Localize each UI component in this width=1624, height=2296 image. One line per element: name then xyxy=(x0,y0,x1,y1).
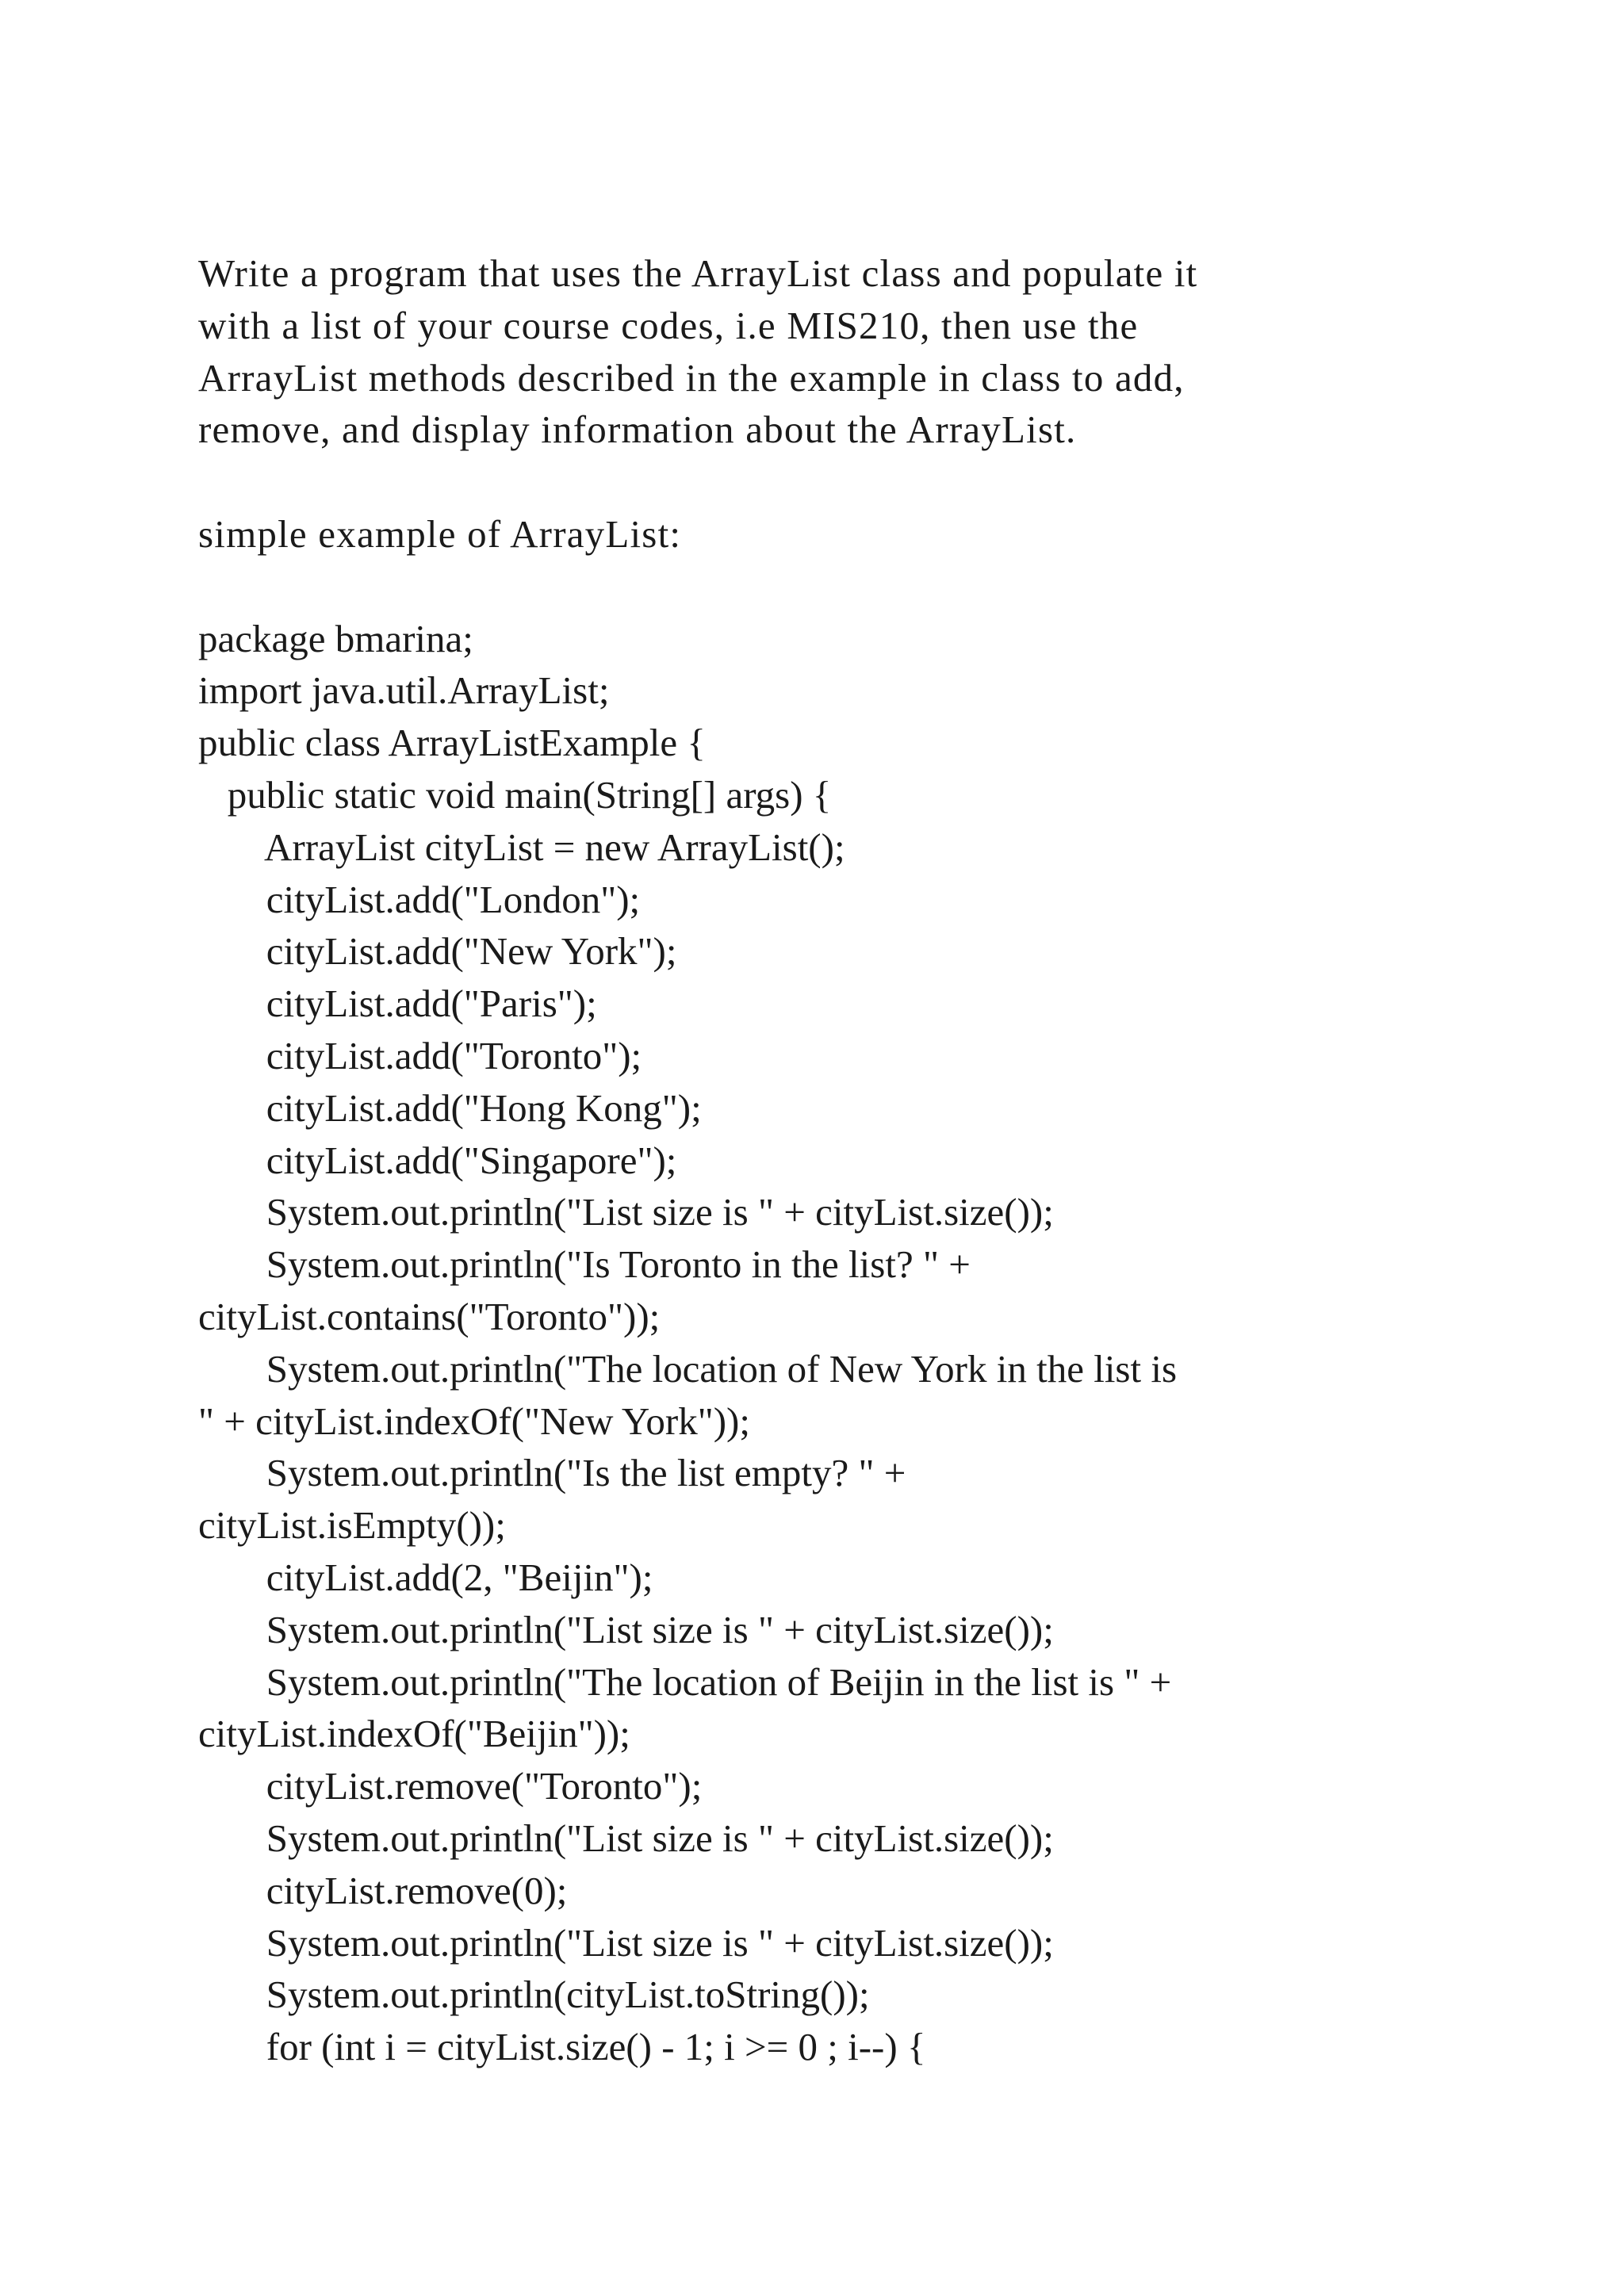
code-line: cityList.add("London"); xyxy=(198,877,641,921)
code-line: cityList.remove(0); xyxy=(198,1868,568,1912)
code-line: cityList.add("Toronto"); xyxy=(198,1033,642,1077)
code-line: public static void main(String[] args) { xyxy=(198,772,832,817)
code-line: cityList.remove("Toronto"); xyxy=(198,1764,703,1808)
instruction-line: remove, and display information about the ArrayList. xyxy=(198,408,1077,452)
spacer xyxy=(198,561,1507,613)
code-line: cityList.add("Hong Kong"); xyxy=(198,1085,702,1130)
code-line: cityList.indexOf("Beijin")); xyxy=(198,1712,630,1756)
code-line: cityList.add("New York"); xyxy=(198,929,677,974)
code-listing xyxy=(198,613,1507,2073)
code-line: cityList.add(2, "Beijin"); xyxy=(198,1555,653,1599)
code-line: ArrayList cityList = new ArrayList(); xyxy=(198,825,845,869)
example-heading: simple example of ArrayList: xyxy=(198,511,682,556)
instruction-line: with a list of your course codes, i.e MIS210, then use the xyxy=(198,303,1139,347)
code-line: System.out.println("List size is " + cityList.size()); xyxy=(198,1920,1054,1965)
code-line: " + cityList.indexOf("New York")); xyxy=(198,1399,750,1443)
code-line: public class ArrayListExample { xyxy=(198,721,706,765)
code-line: System.out.println("Is Toronto in the list? " + xyxy=(198,1242,971,1287)
code-line: package bmarina; xyxy=(198,616,473,660)
code-line: System.out.println("The location of Beijin in the list is " + xyxy=(198,1659,1172,1704)
code-line: cityList.add("Singapore"); xyxy=(198,1138,677,1182)
instruction-line: ArrayList methods described in the example in class to add, xyxy=(198,355,1185,400)
code-line: cityList.add("Paris"); xyxy=(198,982,597,1026)
code-line: System.out.println(cityList.toString()); xyxy=(198,1973,870,2017)
code-line: System.out.println("Is the list empty? " + xyxy=(198,1451,906,1495)
code-line: System.out.println("List size is " + cityList.size()); xyxy=(198,1607,1054,1651)
code-line: cityList.contains("Toronto")); xyxy=(198,1294,661,1338)
code-line: System.out.println("The location of New York in the list is xyxy=(198,1346,1178,1391)
document-body xyxy=(198,247,1507,2073)
assignment-instructions xyxy=(198,247,1507,456)
spacer xyxy=(198,456,1507,508)
code-line: System.out.println("List size is " + cityList.size()); xyxy=(198,1816,1054,1860)
code-line: cityList.isEmpty()); xyxy=(198,1503,506,1548)
code-line: for (int i = cityList.size() - 1; i >= 0 ; i--) { xyxy=(198,2025,926,2069)
code-line: import java.util.ArrayList; xyxy=(198,668,610,713)
instruction-line: Write a program that uses the ArrayList class and populate it xyxy=(198,251,1198,295)
code-line: System.out.println("List size is " + cityList.size()); xyxy=(198,1190,1054,1234)
